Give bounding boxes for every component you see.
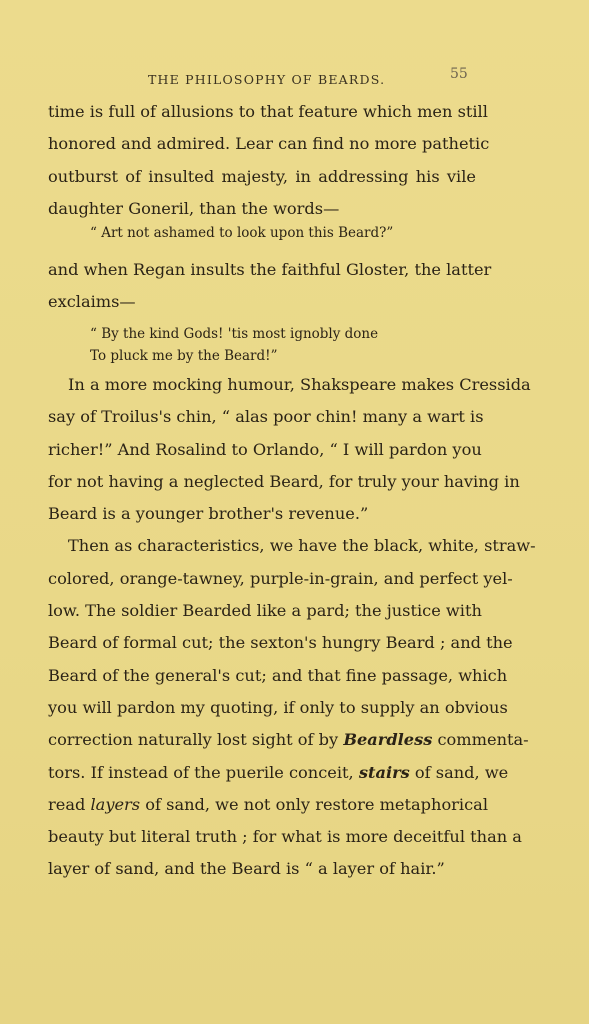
text-line <box>48 757 509 789</box>
text-line: say of Troilus's chin, “ alas poor chin! many a wart is <box>48 407 484 427</box>
text-line: Beard of formal cut; the sexton's hungry Beard ; and the <box>48 633 513 653</box>
text-line: time is full of allusions to that feature which men still <box>48 102 488 121</box>
page-number: 55 <box>450 66 468 82</box>
text-line: Beard of the general's cut; and that fine passage, which <box>48 665 508 685</box>
text-line: for not having a neglected Beard, for truly your having in <box>48 471 520 491</box>
verse-quote-2 <box>90 323 378 367</box>
paragraph-2 <box>48 254 492 319</box>
text-line: layer of sand, and the Beard is “ a layer of hair.” <box>48 859 445 879</box>
text-line: low. The soldier Bearded like a pard; the justice with <box>48 601 482 621</box>
text-line: daughter Goneril, than the words— <box>48 198 340 218</box>
text-line: beauty but literal truth ; for what is more deceitful than a <box>48 827 522 847</box>
text-line <box>48 789 488 821</box>
text-line: and when Regan insults the faithful Gloster, the latter <box>48 260 492 279</box>
verse-quote-1: “ Art not ashamed to look upon this Beard?” <box>90 225 394 241</box>
text-line: outburst of insulted majesty, in addressing his vile <box>48 166 476 186</box>
text-fragment: tors. If instead of the puerile conceit, <box>48 762 354 782</box>
verse-line: “ By the kind Gods! 'tis most ignobly done <box>90 326 379 342</box>
text-line: In a more mocking humour, Shakspeare makes Cressida <box>68 375 531 394</box>
text-line: Beard is a younger brother's revenue.” <box>48 504 369 524</box>
text-line: colored, orange-tawney, purple-in-grain, and perfect yel- <box>48 568 513 588</box>
text-fragment: of sand, we not only restore metaphorical <box>145 794 488 814</box>
italic-word: layers <box>90 794 141 814</box>
paragraph-3 <box>48 369 536 886</box>
verse-line: To pluck me by the Beard!” <box>90 348 278 364</box>
text-fragment: read <box>48 794 86 814</box>
text-line: exclaims— <box>48 292 136 312</box>
italic-word: Beardless <box>343 730 433 750</box>
text-fragment: of sand, we <box>414 762 509 782</box>
text-line <box>48 724 529 756</box>
text-line: richer!” And Rosalind to Orlando, “ I will pardon you <box>48 439 482 459</box>
running-head <box>0 66 589 88</box>
running-head-title: THE PHILOSOPHY OF BEARDS. <box>148 72 386 87</box>
text-fragment: commenta- <box>437 730 529 750</box>
paragraph-1 <box>48 96 490 225</box>
text-line: Then as characteristics, we have the black, white, straw- <box>68 536 536 556</box>
italic-word: stairs <box>358 762 410 782</box>
text-fragment: correction naturally lost sight of by <box>48 730 339 750</box>
text-line: honored and admired. Lear can find no more pathetic <box>48 134 490 154</box>
text-line: you will pardon my quoting, if only to supply an obvious <box>48 697 508 717</box>
